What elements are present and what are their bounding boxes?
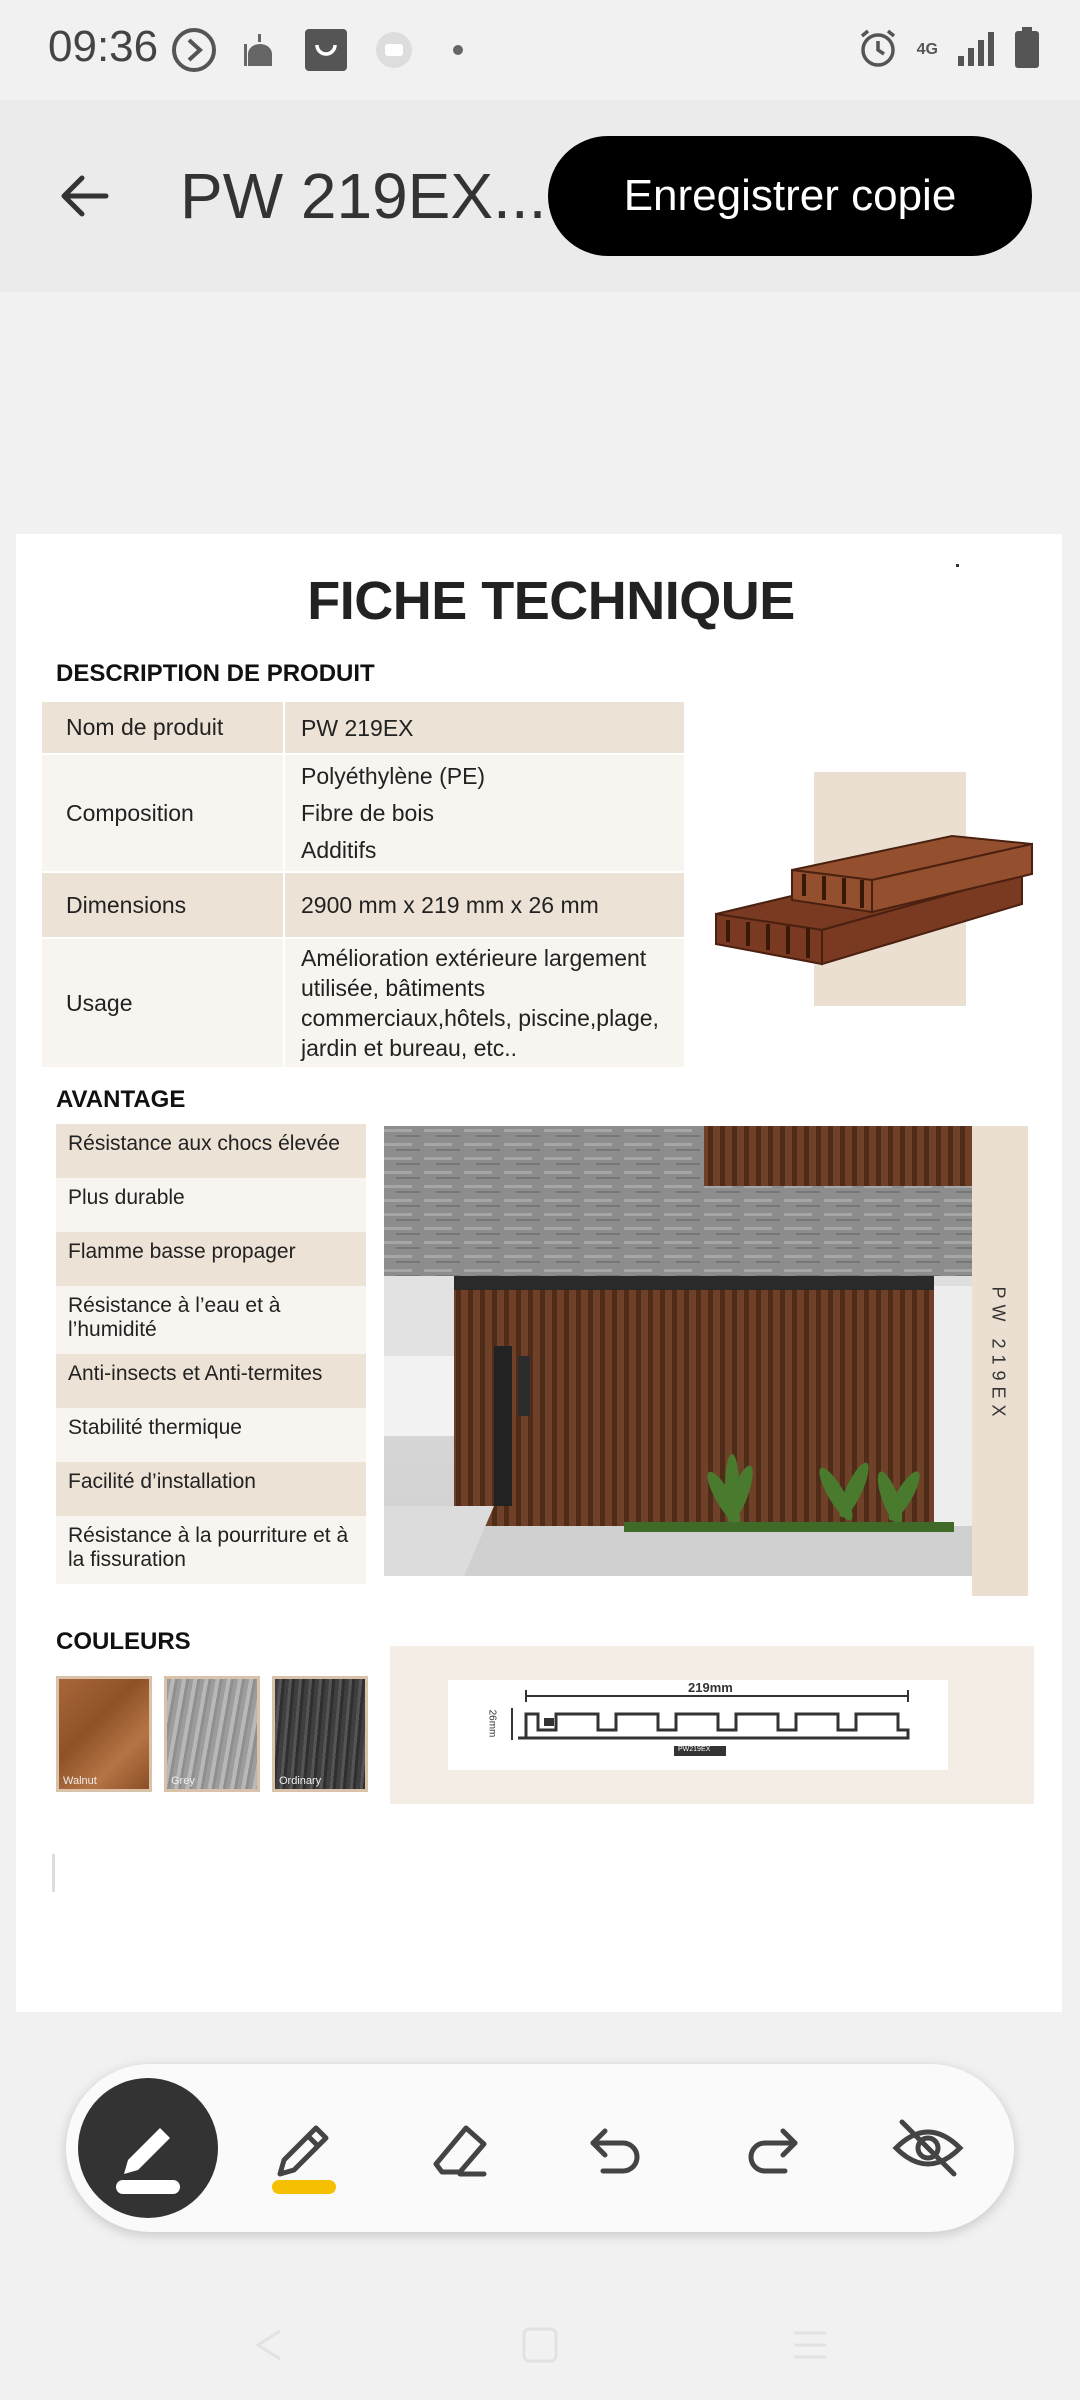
signal-icon (956, 30, 996, 71)
spec-row-name (42, 702, 685, 754)
alarm-icon (857, 27, 899, 74)
spec-row-composition (42, 754, 685, 872)
save-copy-button[interactable]: Enregistrer copie (548, 136, 1032, 256)
spec-line: Fibre de bois (301, 799, 434, 826)
mosque-icon (240, 24, 280, 76)
advantages-list (56, 1124, 366, 1584)
page-mark (52, 1854, 55, 1892)
nav-back-button[interactable] (240, 2320, 300, 2370)
spec-value (284, 754, 685, 872)
undo-icon (581, 2113, 651, 2183)
color-swatch-ordinary (272, 1676, 368, 1792)
redo-icon (737, 2113, 807, 2183)
advantage-item: Flamme basse propager (56, 1232, 366, 1286)
media-play-icon (168, 24, 220, 76)
spec-value (284, 938, 685, 1068)
spec-line: jardin et bureau, etc.. (301, 1035, 518, 1061)
swatch-label: Ordinary (279, 1775, 322, 1787)
house-illustration (384, 1126, 972, 1576)
advantage-item: Anti-insects et Anti-termites (56, 1354, 366, 1408)
eraser-icon (420, 2108, 500, 2188)
spec-row-dimensions (42, 872, 685, 938)
network-type: 4G (916, 41, 938, 58)
nav-home-icon (520, 2325, 560, 2365)
arrow-left-icon (56, 168, 112, 224)
undo-button[interactable] (546, 2078, 686, 2218)
description-heading: DESCRIPTION DE PRODUIT (56, 660, 375, 687)
pen-icon (98, 2098, 198, 2198)
spec-line: Polyéthylène (PE) (301, 762, 486, 789)
highlighter-tool-button[interactable] (234, 2078, 374, 2218)
nav-recents-button[interactable] (780, 2320, 840, 2370)
advantage-item: Stabilité thermique (56, 1408, 366, 1462)
spec-line: utilisée, bâtiments (301, 975, 486, 1001)
color-swatch-walnut (56, 1676, 152, 1792)
advantage-item: Plus durable (56, 1178, 366, 1232)
document-page[interactable] (16, 534, 1062, 2012)
speck (956, 564, 959, 567)
system-nav-bar (0, 2290, 1080, 2400)
profile-height-label: 26mm (486, 1709, 498, 1738)
swatch-label: Walnut (63, 1775, 97, 1787)
product-image (702, 804, 1036, 984)
spec-row-usage (42, 938, 685, 1068)
side-product-code (966, 1254, 1030, 1454)
nav-home-button[interactable] (510, 2320, 570, 2370)
status-bar (0, 0, 1080, 100)
shopping-bag-icon (302, 24, 350, 76)
recording-icon (372, 24, 416, 76)
advantage-item: Résistance aux chocs élevée (56, 1124, 366, 1178)
profile-drawing-area (448, 1680, 948, 1770)
app-header (0, 100, 1080, 292)
house-photo (384, 1126, 972, 1576)
profile-tag: PW219EX (678, 1746, 711, 1753)
pen-tool-button[interactable] (78, 2078, 218, 2218)
spec-label: Usage (42, 938, 284, 1068)
redo-button[interactable] (702, 2078, 842, 2218)
battery-icon (1014, 27, 1040, 74)
profile-panel (390, 1646, 1034, 1804)
nav-menu-icon (790, 2325, 830, 2365)
advantages-heading: AVANTAGE (56, 1086, 186, 1113)
color-swatch-grey (164, 1676, 260, 1792)
spec-label: Composition (42, 754, 284, 872)
spec-line: Additifs (301, 836, 377, 863)
advantage-item: Facilité d’installation (56, 1462, 366, 1516)
document-title: PW 219EX... (180, 160, 547, 232)
swatch-label: Grey (171, 1775, 195, 1787)
spec-label: Nom de produit (42, 702, 284, 754)
spec-label: Dimensions (42, 872, 284, 938)
side-code-text: PW 219EX (988, 1285, 1009, 1423)
drawing-toolbar (66, 2064, 1014, 2232)
status-right (857, 24, 1040, 76)
eye-off-icon (888, 2108, 968, 2188)
advantage-item: Résistance à l’eau et à l’humidité (56, 1286, 366, 1354)
notification-dot-icon (450, 24, 466, 76)
spec-line: Amélioration extérieure largement (301, 945, 647, 971)
hide-annotations-button[interactable] (858, 2078, 998, 2218)
back-button[interactable] (44, 156, 124, 236)
spec-value: PW 219EX (284, 702, 685, 754)
profile-width-label: 219mm (688, 1680, 733, 1695)
advantage-item: Résistance à la pourriture et à la fissuration (56, 1516, 366, 1584)
fiche-title: FICHE TECHNIQUE (307, 571, 795, 631)
status-time: 09:36 (48, 22, 159, 71)
spec-value: 2900 mm x 219 mm x 26 mm (284, 872, 685, 938)
highlighter-icon (254, 2098, 354, 2198)
spec-table (42, 702, 686, 1069)
nav-back-icon (250, 2325, 290, 2365)
colors-heading: COULEURS (56, 1628, 191, 1655)
spec-line: commerciaux,hôtels, piscine,plage, (301, 1005, 659, 1031)
eraser-tool-button[interactable] (390, 2078, 530, 2218)
